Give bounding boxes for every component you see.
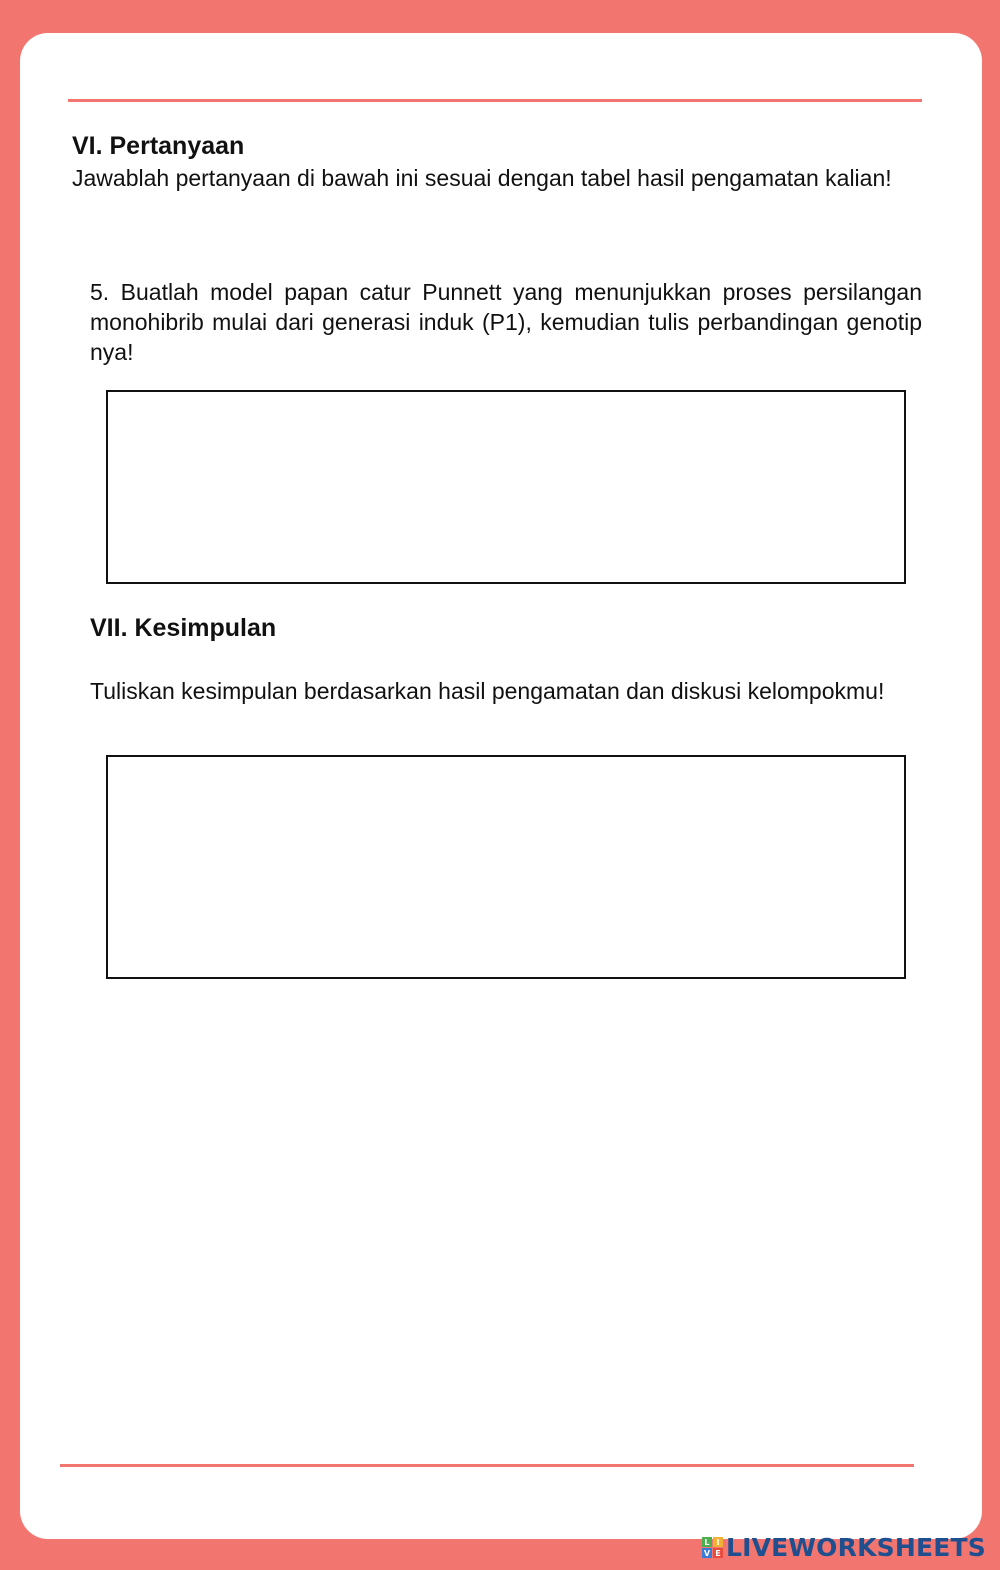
liveworksheets-logo-icon: L I V E	[702, 1537, 723, 1558]
brand-name: LIVEWORKSHEETS	[725, 1533, 986, 1562]
question-5-answer-box[interactable]	[106, 390, 906, 584]
conclusion-prompt: Tuliskan kesimpulan berdasarkan hasil pengamatan dan diskusi kelompokmu!	[90, 678, 885, 704]
conclusion-answer-box[interactable]	[106, 755, 906, 979]
section-vi-heading: VI. Pertanyaan	[72, 132, 245, 160]
section-vii-heading: VII. Kesimpulan	[90, 614, 277, 642]
section-vi-intro: Jawablah pertanyaan di bawah ini sesuai dengan tabel hasil pengamatan kalian!	[72, 165, 892, 191]
liveworksheets-brand	[702, 1533, 986, 1562]
top-divider	[68, 99, 922, 102]
bottom-divider	[60, 1464, 914, 1467]
question-5-text: 5. Buatlah model papan catur Punnett yang menunjukkan proses persilangan monohibrib mulai dari generasi induk (P1), kemudian tulis perbandingan genotip nya!	[90, 279, 922, 365]
